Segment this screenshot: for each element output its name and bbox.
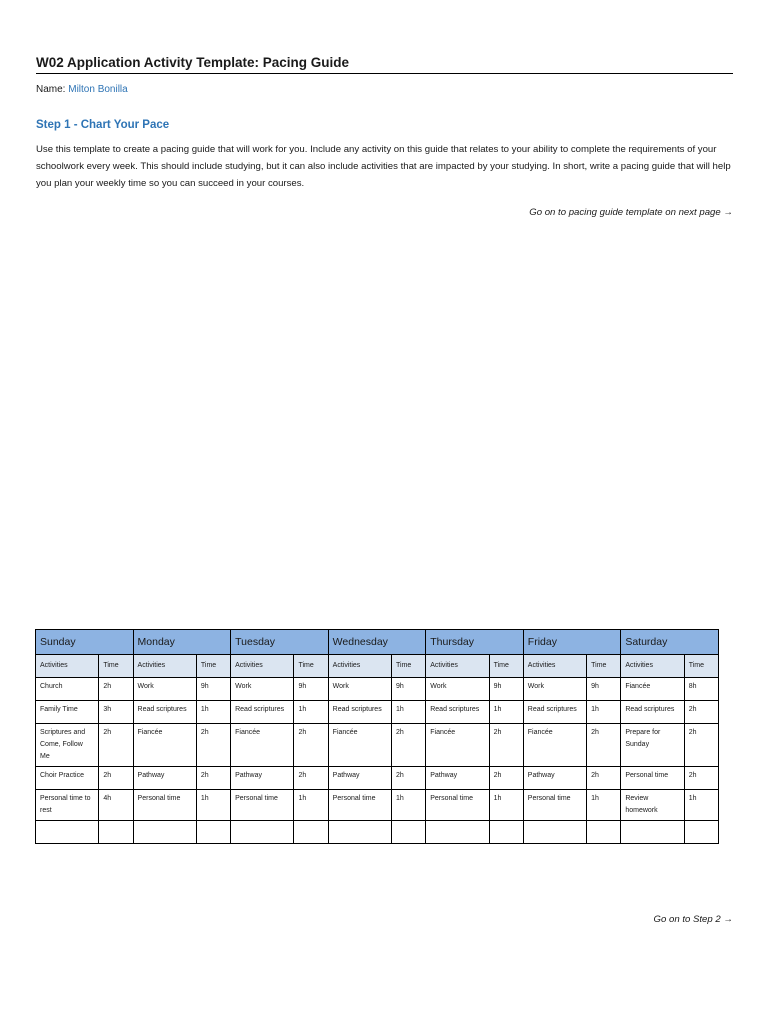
activity-cell: Family Time <box>36 701 99 724</box>
time-cell: 2h <box>684 767 718 790</box>
activity-cell: Read scriptures <box>523 701 586 724</box>
time-cell: 9h <box>294 678 328 701</box>
activity-cell <box>523 821 586 844</box>
day-header: Monday <box>133 630 231 655</box>
table-row <box>36 724 719 767</box>
time-cell: 2h <box>99 767 133 790</box>
activity-cell: Personal time to rest <box>36 790 99 821</box>
column-header-row <box>36 655 719 678</box>
time-cell: 4h <box>99 790 133 821</box>
activity-cell: Personal time <box>231 790 294 821</box>
activities-header: Activities <box>231 655 294 678</box>
name-line <box>36 84 128 95</box>
activity-cell: Read scriptures <box>328 701 391 724</box>
document-title: W02 Application Activity Template: Pacing Guide <box>36 55 733 74</box>
time-cell <box>196 821 230 844</box>
time-cell: 9h <box>587 678 621 701</box>
activity-cell: Read scriptures <box>133 701 196 724</box>
time-header: Time <box>99 655 133 678</box>
activity-cell: Scriptures and Come, Follow Me <box>36 724 99 767</box>
time-cell: 1h <box>294 790 328 821</box>
activity-cell: Personal time <box>426 790 489 821</box>
time-header: Time <box>392 655 426 678</box>
time-cell: 9h <box>392 678 426 701</box>
activity-cell: Read scriptures <box>426 701 489 724</box>
step-1-instructions: Use this template to create a pacing guide that will work for you. Include any activity on this guide that relates to your ability to complete the requirements of your schoolwork every week. This should include studying, but it can also include activities that are impacted by your studying. In short, write a pacing guide that will help you plan your weekly time so you can succeed in your courses. <box>36 144 731 189</box>
time-cell: 2h <box>294 767 328 790</box>
activity-cell: Read scriptures <box>231 701 294 724</box>
time-cell: 2h <box>294 724 328 767</box>
activities-header: Activities <box>426 655 489 678</box>
activity-cell <box>231 821 294 844</box>
activity-cell: Read scriptures <box>621 701 684 724</box>
activity-cell: Personal time <box>328 790 391 821</box>
time-cell <box>489 821 523 844</box>
day-header: Wednesday <box>328 630 426 655</box>
time-cell: 2h <box>587 724 621 767</box>
activity-cell <box>328 821 391 844</box>
time-cell: 2h <box>587 767 621 790</box>
time-cell: 2h <box>392 767 426 790</box>
time-cell <box>587 821 621 844</box>
time-cell: 3h <box>99 701 133 724</box>
activity-cell: Personal time <box>133 790 196 821</box>
time-cell: 2h <box>489 724 523 767</box>
activity-cell: Fiancée <box>133 724 196 767</box>
time-cell: 1h <box>196 701 230 724</box>
activities-header: Activities <box>328 655 391 678</box>
time-cell: 2h <box>99 724 133 767</box>
activity-cell: Fiancée <box>426 724 489 767</box>
name-value: Milton Bonilla <box>68 84 128 95</box>
time-header: Time <box>196 655 230 678</box>
name-label: Name: <box>36 84 66 95</box>
time-cell: 2h <box>684 701 718 724</box>
activity-cell: Personal time <box>523 790 586 821</box>
activity-cell: Work <box>426 678 489 701</box>
time-cell: 2h <box>99 678 133 701</box>
activity-cell: Review homework <box>621 790 684 821</box>
time-cell <box>99 821 133 844</box>
activity-cell: Fiancée <box>328 724 391 767</box>
time-cell: 1h <box>489 701 523 724</box>
day-header: Sunday <box>36 630 134 655</box>
time-cell: 1h <box>392 790 426 821</box>
day-header: Friday <box>523 630 621 655</box>
time-cell: 1h <box>587 790 621 821</box>
activity-cell: Choir Practice <box>36 767 99 790</box>
activity-cell: Fiancée <box>621 678 684 701</box>
day-header: Thursday <box>426 630 524 655</box>
time-cell: 1h <box>684 790 718 821</box>
day-header: Tuesday <box>231 630 329 655</box>
activity-cell: Work <box>231 678 294 701</box>
time-cell: 2h <box>684 724 718 767</box>
table-row <box>36 767 719 790</box>
activities-header: Activities <box>621 655 684 678</box>
activity-cell: Pathway <box>133 767 196 790</box>
time-cell: 1h <box>489 790 523 821</box>
step-1-heading: Step 1 - Chart Your Pace <box>36 119 170 131</box>
time-header: Time <box>684 655 718 678</box>
time-cell: 8h <box>684 678 718 701</box>
activity-cell <box>36 821 99 844</box>
activity-cell: Pathway <box>523 767 586 790</box>
time-cell: 1h <box>196 790 230 821</box>
time-cell: 1h <box>392 701 426 724</box>
go-to-step-2-note: Go on to Step 2 → <box>653 914 733 925</box>
activity-cell <box>621 821 684 844</box>
activity-cell: Fiancée <box>231 724 294 767</box>
time-cell: 2h <box>196 767 230 790</box>
activity-cell: Church <box>36 678 99 701</box>
activities-header: Activities <box>36 655 99 678</box>
time-header: Time <box>294 655 328 678</box>
time-cell <box>684 821 718 844</box>
time-header: Time <box>489 655 523 678</box>
table-row <box>36 821 719 844</box>
activity-cell: Work <box>133 678 196 701</box>
activity-cell: Prepare for Sunday <box>621 724 684 767</box>
time-header: Time <box>587 655 621 678</box>
time-cell: 2h <box>489 767 523 790</box>
table-row <box>36 701 719 724</box>
next-page-note: Go on to pacing guide template on next page → <box>529 207 733 218</box>
time-cell <box>294 821 328 844</box>
time-cell: 9h <box>489 678 523 701</box>
activity-cell: Pathway <box>328 767 391 790</box>
activities-header: Activities <box>523 655 586 678</box>
time-cell: 2h <box>196 724 230 767</box>
activities-header: Activities <box>133 655 196 678</box>
activity-cell: Pathway <box>231 767 294 790</box>
day-header-row <box>36 630 719 655</box>
activity-cell: Pathway <box>426 767 489 790</box>
pacing-guide-table <box>35 629 719 844</box>
time-cell <box>392 821 426 844</box>
activity-cell <box>426 821 489 844</box>
table-row <box>36 790 719 821</box>
activity-cell: Fiancée <box>523 724 586 767</box>
activity-cell: Personal time <box>621 767 684 790</box>
time-cell: 9h <box>196 678 230 701</box>
time-cell: 1h <box>294 701 328 724</box>
activity-cell: Work <box>523 678 586 701</box>
time-cell: 2h <box>392 724 426 767</box>
time-cell: 1h <box>587 701 621 724</box>
activity-cell <box>133 821 196 844</box>
day-header: Saturday <box>621 630 719 655</box>
table-row <box>36 678 719 701</box>
activity-cell: Work <box>328 678 391 701</box>
